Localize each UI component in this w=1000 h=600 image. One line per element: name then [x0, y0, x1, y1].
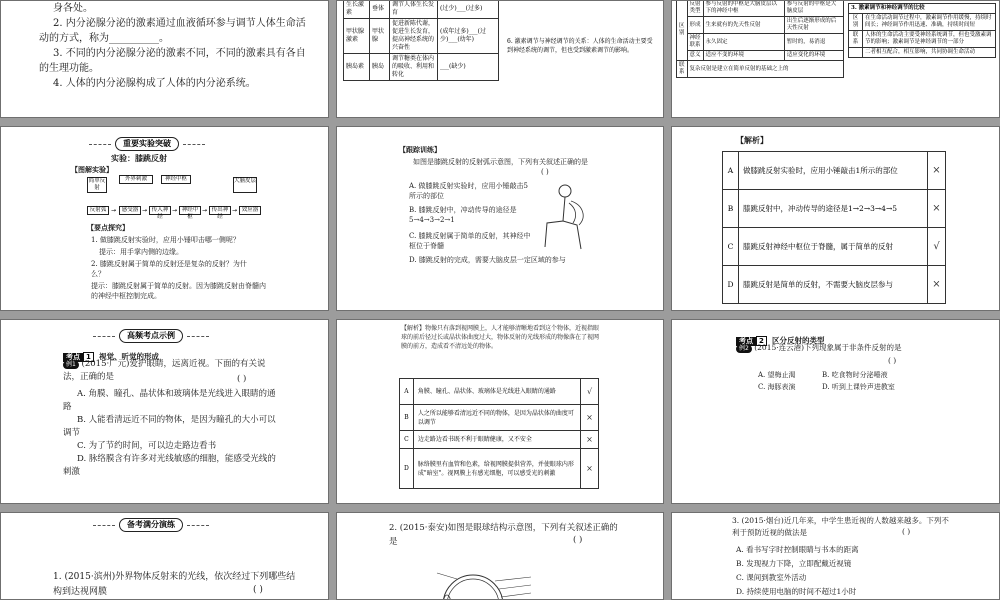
option-key: C [723, 228, 739, 266]
flow-node: 简单反射 [88, 178, 106, 191]
option-text: B. 发现视力下降，立即配戴近视镜 [736, 559, 852, 568]
relation-note: 6. 激素调节与神经调节的关系：人体的生命活动主要受到神经系统的调节，但也受到激素调节的影响。 [507, 38, 653, 54]
option-analysis: 角膜、瞳孔、晶状体、玻璃体是光线进入眼睛的通路 [413, 379, 580, 405]
row-key: 神经联系 [687, 34, 703, 51]
row-header: 区别 [677, 0, 688, 61]
hormone-nerve-compare-table [848, 3, 996, 58]
answer-paren: ( ) [253, 585, 263, 595]
cell: 暂时的，易消退 [784, 34, 843, 51]
option-text: D. 听到上课铃声进教室 [822, 383, 895, 391]
row-key: 联系 [849, 31, 863, 48]
eyeball-diagram [433, 565, 553, 600]
answer-paren: ( ) [237, 374, 247, 384]
correct-mark-icon: √ [581, 379, 599, 405]
cell: 出生后逐渐形成的后天性反射 [784, 17, 843, 34]
flow-node: 大脑皮层 [233, 177, 257, 193]
answer-paren: ( ) [888, 356, 897, 365]
correct-mark-icon: √ [928, 228, 946, 266]
text-line: 4. 人体的内分泌腺构成了人体的内分泌系统。 [53, 78, 256, 89]
wrong-mark-icon: × [581, 449, 599, 489]
topic-tag: 考点 [63, 353, 83, 362]
slide-thumbnail-1[interactable] [0, 0, 329, 118]
row-key: 反射类型 [687, 0, 703, 17]
gland-name: 垂体 [370, 0, 390, 19]
option-analysis: 膝跳反射神经中枢位于脊髓，属于简单的反射 [739, 228, 928, 266]
slide-thumbnail-11[interactable] [336, 512, 664, 600]
hormone-disease: (成年过多)___(过少)___(幼年) [438, 19, 499, 54]
option-text: C. 课间到教室外活动 [736, 573, 807, 582]
hormone-name: 胰岛素 [344, 54, 370, 81]
row-key: 区别 [849, 14, 863, 31]
section-heading: 【跟踪训练】 [399, 145, 441, 154]
hormone-name: 甲状腺激素 [344, 19, 370, 54]
example-badge: 例2 [736, 345, 752, 353]
question-text: 2. 膝跳反射属于简单的反射还是复杂的反射？为什么？ [91, 260, 247, 278]
table-title: 3. 激素调节和神经调节的比较 [849, 4, 996, 14]
cell: 二者相互配合，相互影响，共同协调生命活动 [863, 48, 996, 58]
arrow-icon: → [202, 207, 208, 214]
option-text: D. 持续使用电脑的时间不超过1小时 [736, 587, 857, 596]
slide-thumbnail-8[interactable] [336, 319, 664, 504]
option-key: A [723, 152, 739, 190]
option-analysis: 脉络膜里有血管和色素，给视网膜提供营养，并使眼球内形成"暗室"。视网膜上有感光细胞，可以感受光的刺激 [413, 449, 580, 489]
cell: 生来就有的先天性反射 [703, 17, 784, 34]
gland-name: 胰岛 [370, 54, 390, 81]
cell: 参与反射的中枢是大脑皮层以下的神经中枢 [703, 0, 784, 17]
row-key [849, 48, 863, 58]
option-analysis: 边走路边看书既不利于眼睛健康，又不安全 [413, 431, 580, 449]
wrong-mark-icon: × [928, 266, 946, 304]
flow-node: 传入神经 [149, 206, 171, 215]
banner-label: 高频考点示例 [119, 329, 183, 343]
cell: 在生命活动调节过程中，激素调节作用缓慢，持续时间长；神经调节作用迅速、准确，持续时间短 [863, 14, 996, 31]
cell: 参与反射的中枢是大脑皮层 [784, 0, 843, 17]
question-text: (2015·连云港)下列现象属于非条件反射的是 [754, 343, 902, 352]
option-text: D. 膝跳反射的完成，需要大脑皮层一定区域的参与 [409, 256, 566, 264]
option-key: B [400, 405, 414, 431]
option-text: C. 膝跳反射属于简单的反射，其神经中枢位于脊髓 [409, 232, 531, 250]
option-analysis: 做膝跳反射实验时，应用小锤敲击1所示的部位 [739, 152, 928, 190]
section-banner [89, 137, 205, 151]
slide-thumbnail-6[interactable] [671, 126, 1000, 311]
topic-tag: 考点 [736, 337, 756, 346]
gland-name: 甲状腺 [370, 19, 390, 54]
hint-text: 提示：用手掌内侧的边缘。 [99, 248, 183, 256]
flow-node: 感受器 [119, 206, 141, 215]
wrong-mark-icon: × [581, 405, 599, 431]
options-list [736, 543, 956, 599]
knee-reflex-diagram [537, 183, 597, 253]
arrow-icon: → [111, 207, 117, 214]
option-analysis: 人之所以能够看清远近不同的物体，是因为晶状体的曲度可以调节 [413, 405, 580, 431]
hint-text: 提示：膝跳反射属于简单的反射。因为膝跳反射由脊髓内的神经中枢控制完成。 [91, 282, 266, 300]
cell: 永久固定 [703, 34, 784, 51]
cell: 适应不变的环境 [703, 51, 784, 61]
slide-thumbnail-3[interactable] [671, 0, 1000, 118]
arrow-icon: → [142, 207, 148, 214]
flow-node: 反射弧 [87, 206, 109, 215]
hormone-disease: ___(缺少) [438, 54, 499, 81]
option-text: A. 望梅止渴 [758, 371, 796, 379]
analysis-table [722, 151, 946, 304]
option-key: A [400, 379, 414, 405]
topic-number: 1 [83, 352, 94, 362]
option-analysis: 膝跳反射是简单的反射，不需要大脑皮层参与 [739, 266, 928, 304]
section-banner [93, 518, 209, 532]
wrong-mark-icon: × [928, 190, 946, 228]
answer-paren: ( ) [573, 535, 583, 545]
question-block [736, 342, 936, 354]
topic-number: 2 [756, 336, 767, 346]
hormone-function: 促进新陈代谢，促进生长发育，提高神经系统的兴奋性 [390, 19, 438, 54]
topic-title: 区分反射的类型 [771, 336, 825, 345]
flow-node: 神经中枢 [179, 206, 201, 215]
text-line: 身各处。 [53, 3, 93, 14]
question-text: 如图是膝跳反射的反射弧示意图，下列有关叙述正确的是 [413, 158, 588, 166]
option-analysis: 膝跳反射中，冲动传导的途径是1→2→3→4→5 [739, 190, 928, 228]
option-key: D [723, 266, 739, 304]
section-heading: 【解析】 [736, 135, 768, 145]
option-text: A. 做膝跳反射实验时，应用小锤敲击5所示的部位 [409, 182, 528, 200]
analysis-table [399, 378, 599, 489]
slide-thumbnail-10[interactable] [0, 512, 329, 600]
section-heading: 【要点探究】 [87, 223, 129, 232]
option-text: C. 为了节约时间，可以边走路边看书 [77, 441, 217, 451]
cell: 人体的生命活动主要受神经系统调节，但也受激素调节的影响；激素调节是神经调节的一部分 [863, 31, 996, 48]
flow-node: 外界刺激 [119, 175, 153, 184]
option-text: D. 脉络膜含有许多对光线敏感的细胞，能感受光线的刺激 [63, 454, 276, 477]
flow-node: 传出神经 [209, 206, 231, 215]
answer-paren: ( ) [541, 168, 549, 176]
slide-thumbnail-9[interactable] [671, 319, 1000, 504]
section-banner [93, 329, 209, 343]
option-key: D [400, 449, 414, 489]
option-text: A. 角膜、瞳孔、晶状体和玻璃体是光线进入眼睛的通路 [63, 389, 276, 412]
slide-thumbnail-7[interactable] [0, 319, 329, 504]
option-key: B [723, 190, 739, 228]
slide-thumbnail-12[interactable] [671, 512, 1000, 600]
row-key: 形成 [687, 17, 703, 34]
option-text: B. 膝跳反射中，冲动传导的途径是5→4→3→2→1 [409, 206, 517, 224]
arrow-icon: → [172, 207, 178, 214]
reflex-compare-table [676, 0, 844, 78]
cell: 适应变化的环境 [784, 51, 843, 61]
wrong-mark-icon: × [928, 152, 946, 190]
option-text: C. 海豚表演 [758, 383, 796, 391]
cell: 复杂反射是建立在简单反射的基础之上的 [687, 61, 843, 78]
banner-label: 重要实验突破 [115, 137, 179, 151]
row-header: 联系 [677, 61, 688, 78]
topic-title: 视觉、听觉的形成 [98, 352, 159, 361]
hormone-name: 生长激素 [344, 0, 370, 19]
question-text: (2015·广元)爱护眼睛，远离近视。下面的有关说法，正确的是 [63, 359, 266, 382]
experiment-title: 实验：膝跳反射 [111, 153, 167, 163]
hormone-table [343, 0, 499, 81]
options-list [63, 388, 277, 479]
option-key: C [400, 431, 414, 449]
analysis-intro: 【解析】物像只有落到视网膜上，人才能够清晰地看到这个物体，近视指眼球的前后径过长或晶状体曲度过大，物体反射的光线形成的物像落在了视网膜的前方，造成看不清远处的物体。 [401, 325, 600, 350]
flow-node: 神经中枢 [161, 175, 191, 184]
option-text: B. 吃食物时分泌唾液 [822, 371, 888, 379]
question-text: 1. (2015·滨州)外界物体反射来的光线，依次经过下列哪些结构到达视网膜 [53, 572, 296, 597]
example-badge: 例1 [63, 361, 79, 369]
option-text: B. 人能看清远近不同的物体，是因为瞳孔的大小可以调节 [63, 415, 276, 438]
slide-thumbnail-4[interactable] [0, 126, 329, 311]
hormone-function: 调节人体生长发育 [390, 0, 438, 19]
slide-thumbnail-5[interactable] [336, 126, 664, 311]
wrong-mark-icon: × [581, 431, 599, 449]
arrow-icon: → [232, 207, 238, 214]
hormone-disease: (过少)___(过多) [438, 0, 499, 19]
question-text: 1. 做膝跳反射实验时，应用小锤叩击哪一侧呢？ [91, 236, 240, 244]
option-text: A. 看书写字时控制眼睛与书本的距离 [736, 545, 859, 554]
hormone-function: 调节糖类在体内的吸收、利用和转化 [390, 54, 438, 81]
row-key: 意义 [687, 51, 703, 61]
text-line: 2. 内分泌腺分泌的激素通过血液循环参与调节人体生命活动的方式，称为__________。 [39, 18, 306, 44]
section-heading: 【图解实验】 [71, 165, 113, 174]
question-text: 2. (2015·泰安)如图是眼球结构示意图，下列有关叙述正确的是 [389, 523, 618, 547]
answer-paren: ( ) [902, 527, 911, 536]
text-line: 3. 不同的内分泌腺分泌的激素不同，不同的激素具有各自的生理功能。 [39, 48, 306, 74]
slide-thumbnail-2[interactable] [336, 0, 664, 118]
banner-label: 备考满分演练 [119, 518, 183, 532]
flow-node: 效应器 [239, 206, 261, 215]
question-text: 3. (2015·烟台)近几年来，中学生患近视的人数越来越多。下列不利于预防近视的做法是 [732, 516, 949, 537]
